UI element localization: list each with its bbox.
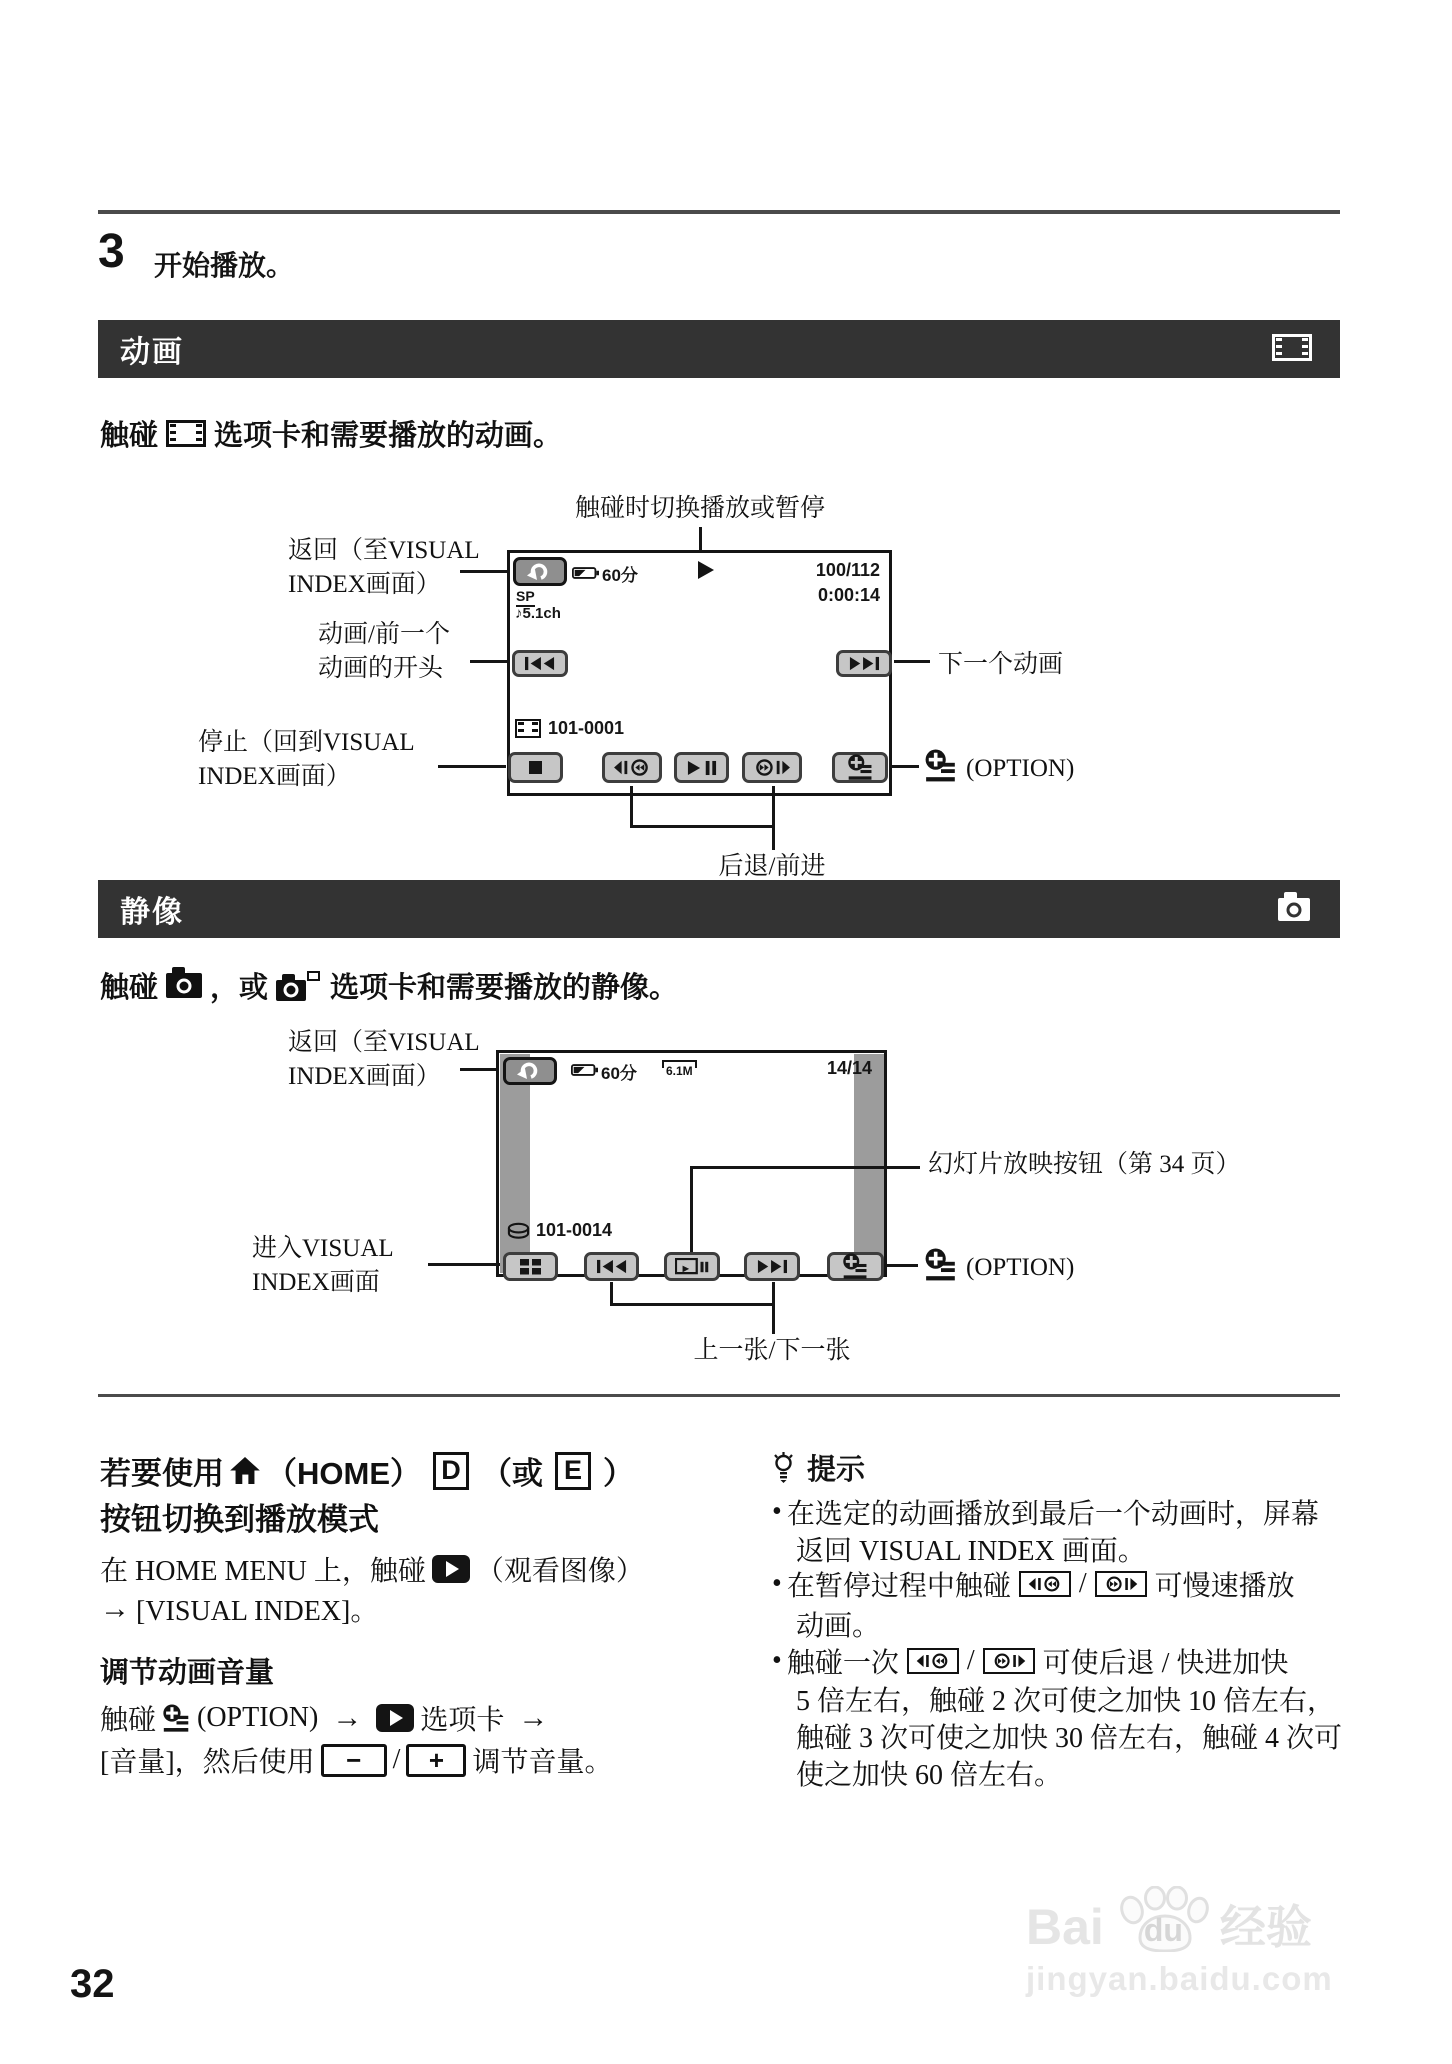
camera-tab-icon (276, 971, 322, 1001)
tip-1-line-2: 返回 VISUAL INDEX 画面。 (796, 1536, 1146, 1567)
slideshow-button (664, 1252, 720, 1281)
tip-2-line-2: 动画。 (796, 1611, 881, 1642)
frame-reverse-icon (907, 1648, 959, 1674)
camera-icon (166, 973, 202, 998)
tip-3-line-1: • 触碰一次 / 可使后退 / 快进加快 (772, 1645, 1289, 1679)
tip-2-line-1: • 在暂停过程中触碰 / 可慢速播放 (772, 1568, 1295, 1602)
label-slideshow: 幻灯片放映按钮（第 34 页） (928, 1151, 1241, 1178)
step-title: 开始播放。 (154, 250, 295, 281)
film-icon (1272, 334, 1312, 361)
return-button (503, 1057, 557, 1085)
return-arrow-icon (517, 1061, 543, 1081)
label-scan-movie: 后退/前进 (718, 853, 826, 880)
key-d: D (433, 1452, 469, 1490)
label-next-movie: 下一个动画 (938, 651, 1064, 678)
watermark-logo: Bai du 经验 (1026, 1886, 1333, 1952)
usage-heading-line1: 若要使用 （HOME） D （或 E ） (100, 1448, 634, 1493)
leader-line (690, 1166, 920, 1169)
usage-para2-line1: 触碰 (OPTION) → 选项卡 → (100, 1701, 549, 1736)
audio-mode: ♪5.1ch (515, 605, 561, 622)
usage-heading-line2: 按钮切换到播放模式 (100, 1502, 379, 1537)
bracket-line (630, 786, 633, 828)
leader-line (891, 765, 919, 768)
option-icon (924, 749, 958, 783)
movie-intro-pre: 触碰 (100, 420, 159, 452)
section-bar-still (98, 880, 1340, 938)
still-intro-post: 选项卡和需要播放的静像。 (330, 972, 679, 1004)
option-icon (842, 1253, 869, 1280)
watermark-url: jingyan.baidu.com (1026, 1960, 1333, 1997)
divider (98, 210, 1340, 214)
next-button (836, 650, 892, 677)
movie-intro-post: 选项卡和需要播放的动画。 (214, 420, 563, 452)
play-indicator-icon (698, 561, 714, 579)
next-button (744, 1252, 800, 1281)
usage-para1-line2: → [VISUAL INDEX]。 (100, 1592, 379, 1627)
slideshow-icon (675, 1258, 709, 1276)
leader-line (438, 765, 506, 768)
still-intro (100, 965, 678, 1006)
image-size-badge: 6.1M (662, 1060, 697, 1078)
tip-3-line-4: 使之加快 60 倍左右。 (796, 1760, 1063, 1791)
usage-para1-line1: 在 HOME MENU 上，触碰 （观看图像） (100, 1556, 644, 1587)
film-tab-icon (166, 420, 206, 447)
option-button (832, 752, 888, 783)
option-icon (924, 1248, 958, 1282)
file-number: 101-0001 (548, 718, 625, 738)
home-icon (230, 1457, 260, 1484)
view-images-icon (432, 1555, 470, 1583)
visual-index-button (503, 1252, 558, 1281)
arrow-icon: → (518, 1701, 549, 1734)
grid-icon (519, 1258, 543, 1275)
leader-line (894, 660, 930, 663)
bracket-line (610, 1303, 775, 1306)
frame-reverse-icon (612, 759, 652, 776)
leader-line (886, 1264, 918, 1267)
tip-1-line-1: • 在选定的动画播放到最后一个动画时，屏幕 (772, 1496, 1319, 1530)
tip-3-line-3: 触碰 3 次可使之加快 30 倍左右，触碰 4 次可 (796, 1723, 1343, 1754)
bulb-icon (770, 1452, 797, 1483)
key-e: E (555, 1452, 591, 1490)
bracket-line (630, 825, 775, 828)
leader-line (428, 1263, 500, 1266)
bracket-line (772, 1282, 775, 1334)
option-button (827, 1252, 884, 1281)
arrow-icon: → (100, 1592, 130, 1625)
section-title-movie: 动画 (120, 336, 184, 369)
play-pause-icon (687, 760, 717, 776)
option-icon (162, 1704, 191, 1733)
label-return-movie: 返回（至VISUAL INDEX画面） (288, 537, 480, 598)
leader-line (690, 1168, 693, 1252)
section-bar-movie (98, 320, 1340, 378)
stop-icon (529, 761, 542, 774)
section-title-still: 静像 (120, 896, 184, 929)
tip-3-line-2: 5 倍左右，触碰 2 次可使之加快 10 倍左右， (796, 1686, 1336, 1717)
previous-button (584, 1252, 639, 1281)
label-prev-next-still: 上一张/下一张 (693, 1337, 851, 1364)
still-intro-pre: 触碰 (100, 972, 159, 1004)
battery-icon (572, 566, 599, 580)
stop-button (508, 752, 563, 783)
play-pause-button (674, 752, 729, 783)
return-arrow-icon (527, 562, 553, 582)
label-stop-movie: 停止（回到VISUAL INDEX画面） (198, 729, 415, 790)
letterbox-pillar (500, 1054, 530, 1273)
time-code: 0:00:14 (817, 585, 880, 605)
frame-forward-icon (1095, 1571, 1147, 1597)
previous-icon (596, 1259, 628, 1274)
leader-line (470, 660, 512, 663)
frame-forward-icon (983, 1648, 1035, 1674)
arrow-icon: → (332, 1701, 363, 1734)
next-icon (756, 1259, 788, 1274)
frame-forward-button (742, 752, 802, 783)
rec-mode: SP (516, 588, 535, 607)
disc-icon (507, 1222, 530, 1240)
label-option-movie: (OPTION) (966, 755, 1075, 782)
play-tab-icon (376, 1704, 414, 1732)
option-icon (847, 754, 874, 781)
battery-time: 60分 (602, 566, 638, 585)
label-enter-index: 进入VISUAL INDEX画面 (252, 1235, 394, 1296)
leader-line (460, 570, 512, 573)
frame-forward-icon (752, 759, 792, 776)
image-counter: 14/14 (826, 1058, 872, 1078)
battery-icon (571, 1063, 598, 1077)
page-number: 32 (70, 1962, 115, 2006)
divider (98, 1394, 1340, 1397)
camera-icon (1278, 898, 1310, 921)
tips-title: 提示 (807, 1454, 866, 1486)
frame-reverse-icon (1019, 1571, 1071, 1597)
label-return-still: 返回（至VISUAL INDEX画面） (288, 1029, 480, 1090)
file-number: 101-0014 (536, 1220, 613, 1240)
label-prev-movie: 动画/前一个 动画的开头 (318, 621, 450, 682)
label-option-still: (OPTION) (966, 1254, 1075, 1281)
bracket-line (772, 786, 775, 850)
label-toggle-play-pause: 触碰时切换播放或暂停 (574, 495, 825, 522)
battery-time: 60分 (601, 1064, 637, 1083)
minus-button: − (321, 1744, 387, 1777)
tips-header (770, 1447, 865, 1488)
previous-icon (524, 656, 556, 671)
scene-counter: 100/112 (815, 560, 880, 580)
letterbox-pillar (854, 1054, 884, 1273)
previous-button (512, 650, 568, 677)
step-number: 3 (98, 225, 125, 278)
baidu-paw-icon: du (1110, 1886, 1214, 1952)
movie-intro (100, 413, 562, 454)
usage-para2-line2: [音量]，然后使用 − / + 调节音量。 (100, 1744, 613, 1778)
usage-heading2: 调节动画音量 (100, 1657, 275, 1689)
watermark (1026, 1886, 1333, 1998)
film-icon (515, 719, 541, 738)
frame-reverse-button (602, 752, 662, 783)
return-button (513, 557, 567, 586)
next-icon (848, 656, 880, 671)
still-intro-mid: ，或 (210, 972, 269, 1004)
plus-button: + (406, 1744, 466, 1777)
